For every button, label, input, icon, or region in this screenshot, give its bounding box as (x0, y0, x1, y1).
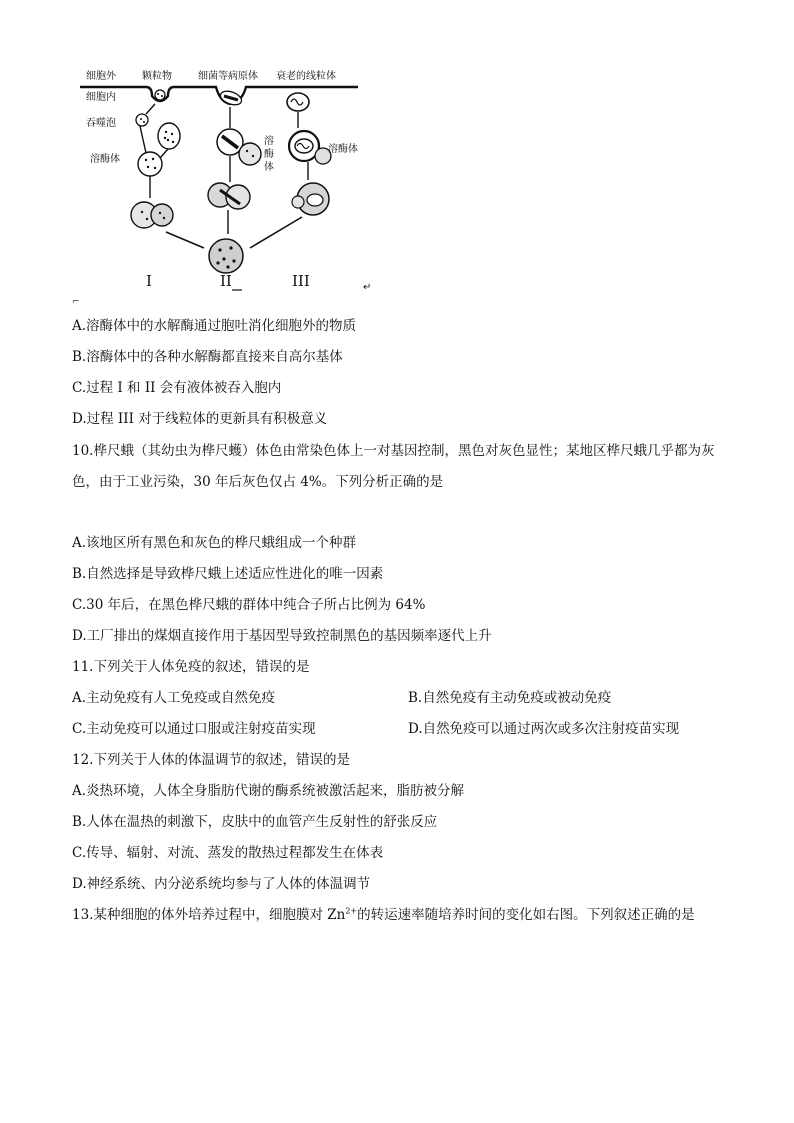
label-particle: 颗粒物 (142, 71, 172, 82)
process-one-pathway (86, 90, 204, 248)
q12-option-c: C.传导、辐射、对流、蒸发的散热过程都发生在体表 (72, 845, 384, 861)
lysosome-diagram (80, 62, 375, 294)
q10-option-d: D.工厂排出的煤烟直接作用于基因型导致控制黑色的基因频率逐代上升 (72, 628, 492, 644)
label-lysosome-middle-2: 酶 (264, 149, 274, 160)
process-label-one: I (146, 272, 152, 290)
q12-stem: 12.下列关于人体的体温调节的叙述，错误的是 (72, 752, 350, 768)
q12-option-a: A.炎热环境，人体全身脂肪代谢的酶系统被激活起来，脂肪被分解 (72, 783, 465, 799)
q10-option-b: B.自然选择是导致桦尺蛾上述适应性进化的唯一因素 (72, 566, 384, 582)
label-outside: 细胞外 (86, 71, 116, 82)
q11-option-b: B.自然免疫有主动免疫或被动免疫 (408, 690, 612, 706)
label-inside: 细胞内 (86, 92, 116, 103)
q13-stem (72, 906, 695, 924)
label-lysosome-middle-3: 体 (264, 162, 274, 173)
label-lysosome-middle-1: 溶 (264, 136, 274, 147)
corner-mark: ⌐ (72, 297, 80, 307)
label-lysosome-left: 溶酶体 (90, 154, 120, 165)
q10-option-c: C.30 年后，在黑色桦尺蛾的群体中纯合子所占比例为 64% (72, 597, 426, 613)
return-mark: ↵ (363, 282, 372, 293)
process-label-two: II (220, 272, 232, 290)
q11-option-c: C.主动免疫可以通过口服或注射疫苗实现 (72, 721, 316, 737)
q9-option-c: C.过程 I 和 II 会有液体被吞入胞内 (72, 380, 282, 396)
label-lysosome-right: 溶酶体 (328, 144, 358, 155)
cell-membrane (80, 87, 358, 104)
label-phagosome: 吞噬泡 (86, 118, 116, 129)
q9-option-d: D.过程 III 对于线粒体的更新具有积极意义 (72, 411, 328, 427)
label-old-mitochondria: 衰老的线粒体 (276, 71, 336, 82)
q13-stem-part-a: 13.某种细胞的体外培养过程中，细胞膜对 Zn (72, 907, 346, 923)
q9-option-b: B.溶酶体中的各种水解酶都直接来自高尔基体 (72, 349, 343, 365)
q11-option-d: D.自然免疫可以通过两次或多次注射疫苗实现 (408, 721, 680, 737)
label-pathogen: 细菌等病原体 (198, 71, 258, 82)
q13-stem-part-b: 的转运速率随培养时间的变化如右图。下列叙述正确的是 (357, 907, 695, 923)
q12-option-d: D.神经系统、内分泌系统均参与了人体的体温调节 (72, 876, 371, 892)
q11-option-a: A.主动免疫有人工免疫或自然免疫 (72, 690, 276, 706)
lysosome-process-figure (80, 62, 375, 294)
q13-stem-superscript: 2+ (345, 906, 358, 916)
q10-stem: 10.桦尺蛾（其幼虫为桦尺蠖）体色由常染色体上一对基因控制，黑色对灰色显性；某地区桦尺蛾几乎都为灰色，由于工业污染，30 年后灰色仅占 4%。下列分析正确的是 (72, 443, 715, 490)
process-label-three: III (292, 272, 310, 290)
process-two-pathway (208, 89, 274, 273)
q9-option-a: A.溶酶体中的水解酶通过胞吐消化细胞外的物质 (72, 318, 357, 334)
q11-stem: 11.下列关于人体免疫的叙述，错误的是 (72, 659, 310, 675)
q10-option-a: A.该地区所有黑色和灰色的桦尺蛾组成一个种群 (72, 535, 357, 551)
q12-option-b: B.人体在温热的刺激下，皮肤中的血管产生反射性的舒张反应 (72, 814, 438, 830)
